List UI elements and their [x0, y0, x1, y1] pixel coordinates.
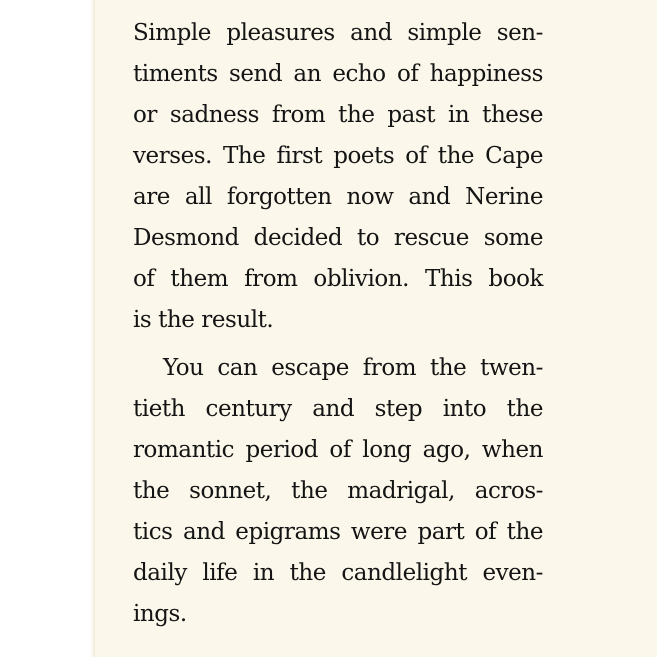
text-line: of them from oblivion. This book [133, 266, 543, 292]
text-line: tieth century and step into the [133, 396, 543, 422]
text-line: is the result. [133, 307, 274, 333]
text-line: or sadness from the past in these [133, 102, 543, 128]
paragraph-gap [133, 341, 543, 348]
paragraph-1 [133, 13, 543, 341]
body-text [133, 13, 543, 635]
text-line: ings. [133, 601, 187, 627]
text-line: Simple pleasures and simple sen- [133, 20, 543, 46]
text-line: You can escape from the twen- [163, 355, 543, 381]
text-line: are all forgotten now and Nerine [133, 184, 543, 210]
paragraph-2 [133, 348, 543, 635]
text-line: verses. The first poets of the Cape [133, 143, 543, 169]
text-line: the sonnet, the madrigal, acros- [133, 478, 543, 504]
text-line: romantic period of long ago, when [133, 437, 543, 463]
text-line: daily life in the candlelight even- [133, 560, 543, 586]
text-line: timents send an echo of happiness [133, 61, 543, 87]
text-line: tics and epigrams were part of the [133, 519, 543, 545]
text-line: Desmond decided to rescue some [133, 225, 543, 251]
